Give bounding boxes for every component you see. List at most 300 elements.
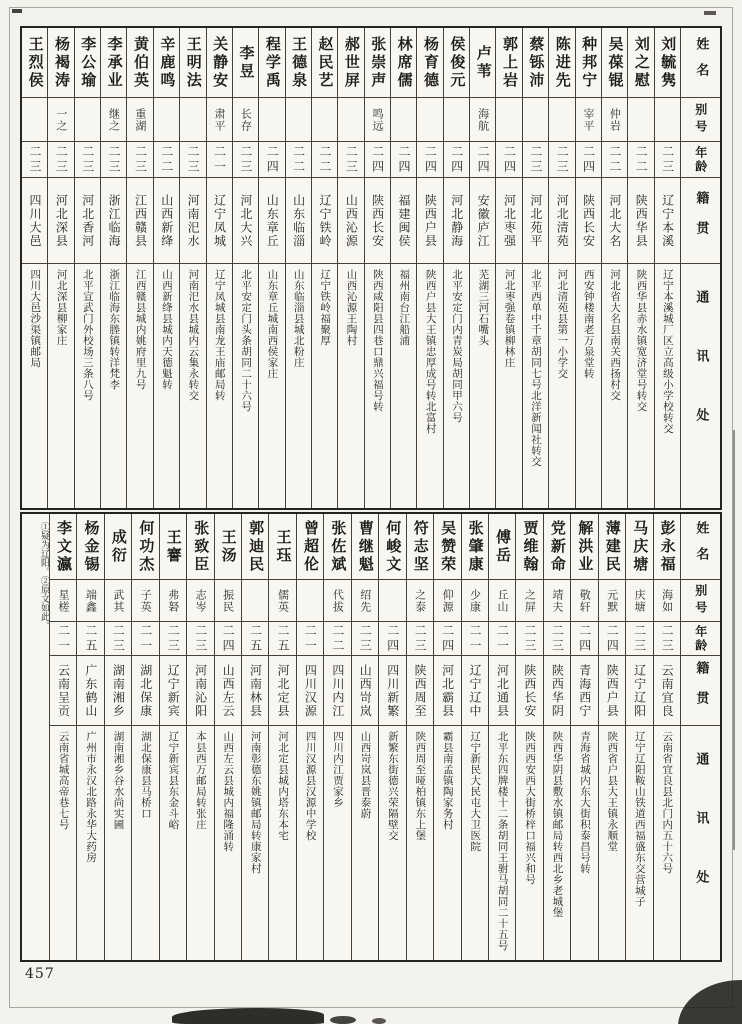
age-cell: 二四 — [576, 142, 601, 178]
age-cell: 二三 — [101, 142, 126, 178]
address-cell: 河南汜水县城内云集永转交 — [187, 269, 200, 401]
address-cell: 陕西西安西大街桥梓口福兴和号 — [524, 731, 537, 885]
age-cell: 二三 — [544, 622, 570, 656]
name-cell: 李昱 — [233, 28, 258, 98]
native-cell: 陕西户县 — [417, 178, 442, 264]
footnote-cell — [22, 514, 49, 960]
age-cell: 二三 — [516, 622, 542, 656]
age-cell: 二三 — [22, 142, 47, 178]
native-cell: 浙江临海 — [101, 178, 126, 264]
header-native: 籍贯 — [681, 178, 720, 264]
age-cell: 二一 — [489, 622, 515, 656]
alias-cell: 志岑 — [187, 580, 213, 622]
name-cell: 王汤 — [215, 514, 241, 580]
alias-cell: 重湖 — [127, 98, 152, 142]
scan-artifact — [678, 980, 742, 1024]
address-cell: 北平安定门头条胡同二十六号 — [240, 269, 253, 412]
address-cell: 北平宣武门外校场三条八号 — [81, 269, 94, 401]
entry-column — [351, 514, 378, 960]
age-cell: 二三 — [48, 142, 73, 178]
address-cell: 山东章丘城南西侯家庄 — [266, 269, 279, 379]
name-cell: 刘之慰 — [628, 28, 653, 98]
address-cell: 四川大邑沙渠镇邮局 — [29, 269, 42, 368]
native-cell: 广东鹤山 — [77, 656, 103, 726]
name-cell: 党新命 — [544, 514, 570, 580]
age-cell: 二四 — [599, 622, 625, 656]
native-cell: 山东临淄 — [286, 178, 311, 264]
header-name: 姓名 — [681, 28, 720, 98]
address-cell: 云南省城高帝巷七号 — [57, 731, 70, 830]
native-cell: 云南呈贡 — [50, 656, 76, 726]
entry-column — [443, 28, 469, 508]
address-cell: 山东临淄县城北粉庄 — [292, 269, 305, 368]
native-cell: 河北苑平 — [523, 178, 548, 264]
entry-column — [406, 514, 433, 960]
name-cell: 杨育德 — [417, 28, 442, 98]
alias-cell — [180, 98, 205, 142]
name-cell: 黄伯英 — [127, 28, 152, 98]
alias-cell — [338, 98, 363, 142]
header-name: 姓名 — [681, 514, 720, 580]
entry-column — [364, 28, 390, 508]
age-cell: 二三 — [160, 622, 186, 656]
scan-artifact — [733, 430, 735, 850]
entry-column — [179, 28, 205, 508]
age-cell: 二三 — [233, 142, 258, 178]
alias-cell: 子英 — [132, 580, 158, 622]
entry-column — [543, 514, 570, 960]
name-cell: 薄建民 — [599, 514, 625, 580]
entry-column — [241, 514, 268, 960]
age-cell: 二四 — [417, 142, 442, 178]
address-cell: 河北省大名县南关西扬村交 — [609, 269, 622, 401]
name-cell: 郭上岩 — [496, 28, 521, 98]
scan-artifact — [12, 9, 22, 13]
header-address: 通讯处 — [693, 290, 709, 467]
alias-cell — [154, 98, 179, 142]
native-cell: 辽宁辽中 — [462, 656, 488, 726]
native-cell: 云南宜良 — [654, 656, 680, 726]
age-cell: 二三 — [523, 142, 548, 178]
alias-cell: 敬轩 — [571, 580, 597, 622]
age-cell: 二三 — [655, 142, 680, 178]
header-native: 籍贯 — [681, 656, 720, 726]
age-cell: 二三 — [549, 142, 574, 178]
entry-column — [214, 514, 241, 960]
name-cell: 吴赞荣 — [434, 514, 460, 580]
age-cell: 二五 — [242, 622, 268, 656]
alias-cell — [655, 98, 680, 142]
name-cell: 王珏 — [269, 514, 295, 580]
age-cell: 二二 — [286, 142, 311, 178]
name-cell: 王烈侯 — [22, 28, 47, 98]
address-cell: 陕西户县大王镇忠厚成号转北富村 — [424, 269, 437, 434]
address-cell: 河北清苑县第一小学交 — [556, 269, 569, 379]
entry-column — [49, 514, 76, 960]
age-cell: 二四 — [444, 142, 469, 178]
scan-artifact — [372, 1018, 386, 1024]
age-cell: 二三 — [187, 622, 213, 656]
native-cell: 四川内江 — [324, 656, 350, 726]
native-cell: 河北通县 — [489, 656, 515, 726]
entry-column — [390, 28, 416, 508]
age-cell: 二一 — [50, 622, 76, 656]
alias-cell: 仲岩 — [602, 98, 627, 142]
alias-cell: 鸣远 — [365, 98, 390, 142]
alias-cell — [549, 98, 574, 142]
entry-column — [416, 28, 442, 508]
entry-column — [47, 28, 73, 508]
alias-cell — [417, 98, 442, 142]
entry-column — [625, 514, 652, 960]
alias-cell: 丘山 — [489, 580, 515, 622]
address-cell: 江西赣县城内姚府里九号 — [134, 269, 147, 390]
entry-column — [515, 514, 542, 960]
name-cell: 贾维翰 — [516, 514, 542, 580]
name-cell: 王謇 — [160, 514, 186, 580]
entry-column — [311, 28, 337, 508]
name-cell: 关静安 — [207, 28, 232, 98]
age-cell: 二四 — [391, 142, 416, 178]
native-cell: 河北定县 — [269, 656, 295, 726]
address-cell: 湖北保康县马桥口 — [139, 731, 152, 819]
entry-column — [104, 514, 131, 960]
address-cell: 浙江临海东塍镇转洋梵李 — [108, 269, 121, 390]
entry-column — [654, 28, 680, 508]
alias-cell: 之屏 — [516, 580, 542, 622]
native-cell: 河北枣强 — [496, 178, 521, 264]
age-cell: 二二 — [312, 142, 337, 178]
name-cell: 卢苇 — [470, 28, 495, 98]
native-cell: 福建闽侯 — [391, 178, 416, 264]
address-cell: 湖南湘乡谷水尚实圃 — [112, 731, 125, 830]
name-cell: 张崇声 — [365, 28, 390, 98]
address-cell: 辽宁凤城县南龙王庙邮局转 — [213, 269, 226, 401]
alias-cell: 弗砮 — [160, 580, 186, 622]
header-column — [680, 514, 720, 960]
entry-column — [548, 28, 574, 508]
header-column — [680, 28, 720, 508]
age-cell: 二一 — [297, 622, 323, 656]
header-address: 通讯处 — [693, 752, 709, 929]
address-cell: 辽宁本溪城厂区立高级小学校转交 — [661, 269, 674, 434]
entry-column — [488, 514, 515, 960]
native-cell: 青海西宁 — [571, 656, 597, 726]
name-cell: 王明法 — [180, 28, 205, 98]
alias-cell: 宰平 — [576, 98, 601, 142]
entry-column — [131, 514, 158, 960]
name-cell: 彭永福 — [654, 514, 680, 580]
name-cell: 侯俊元 — [444, 28, 469, 98]
alias-cell — [297, 580, 323, 622]
entry-column — [469, 28, 495, 508]
native-cell: 陕西长安 — [576, 178, 601, 264]
age-cell: 二五 — [269, 622, 295, 656]
name-cell: 马庆塘 — [626, 514, 652, 580]
footnote: ②原文如此。 — [38, 576, 49, 630]
name-cell: 符志坚 — [407, 514, 433, 580]
address-cell: 广州市永汉北路永华大药房 — [85, 731, 98, 863]
address-cell: 山西新绛县城内天德魁转 — [161, 269, 173, 390]
age-cell: 二二 — [154, 142, 179, 178]
native-cell: 辽宁本溪 — [655, 178, 680, 264]
age-cell: 二四 — [571, 622, 597, 656]
address-cell: 河北枣强卷镇柳林庄 — [503, 269, 516, 368]
address-cell: 北平安定门内青炭局胡同甲六号 — [450, 269, 463, 423]
address-cell: 西安钟楼南老万泉堂转 — [582, 269, 595, 379]
native-cell: 河北静海 — [444, 178, 469, 264]
alias-cell: 之泰 — [407, 580, 433, 622]
native-cell: 辽宁辽阳 — [626, 656, 652, 726]
alias-cell — [628, 98, 653, 142]
entry-column — [598, 514, 625, 960]
native-cell: 辽宁凤城 — [207, 178, 232, 264]
alias-cell: 海航 — [470, 98, 495, 142]
native-cell: 辽宁铁岭 — [312, 178, 337, 264]
name-cell: 傅岳 — [489, 514, 515, 580]
name-cell: 曾超伦 — [297, 514, 323, 580]
name-cell: 种邦宁 — [576, 28, 601, 98]
address-cell: 陕西周至哑柏镇东上堡 — [414, 731, 427, 841]
address-cell: 山西左云县城内福隆涌转 — [222, 731, 235, 852]
name-cell: 何功杰 — [132, 514, 158, 580]
alias-cell: 代拔 — [324, 580, 350, 622]
alias-cell: 振民 — [215, 580, 241, 622]
header-alias: 别号 — [681, 98, 720, 142]
footnote-column — [22, 514, 49, 960]
entry-column — [461, 514, 488, 960]
entry-column — [100, 28, 126, 508]
alias-cell: 海如 — [654, 580, 680, 622]
native-cell: 四川汉源 — [297, 656, 323, 726]
alias-cell — [286, 98, 311, 142]
native-cell: 四川新繁 — [379, 656, 405, 726]
native-cell: 河北香河 — [75, 178, 100, 264]
alias-cell: 庆塘 — [626, 580, 652, 622]
name-cell: 辛鹿鸣 — [154, 28, 179, 98]
scan-artifact — [330, 1016, 356, 1024]
alias-cell — [391, 98, 416, 142]
entry-column — [126, 28, 152, 508]
name-cell: 蔡铄沛 — [523, 28, 548, 98]
entry-column — [296, 514, 323, 960]
address-cell: 云南省宜良县北门内五十六号 — [661, 731, 674, 874]
name-cell: 杨褐涛 — [48, 28, 73, 98]
age-cell: 二二 — [628, 142, 653, 178]
age-cell: 二三 — [352, 622, 378, 656]
entry-column — [285, 28, 311, 508]
entry-column — [153, 28, 179, 508]
alias-cell: 肃平 — [207, 98, 232, 142]
native-cell: 陕西华县 — [628, 178, 653, 264]
age-cell: 二四 — [259, 142, 284, 178]
scan-artifact — [704, 11, 716, 15]
age-cell: 二三 — [654, 622, 680, 656]
age-cell: 二一 — [207, 142, 232, 178]
address-cell: 河南彰德东姚镇邮局转康家村 — [249, 731, 262, 874]
entry-column — [258, 28, 284, 508]
address-cell: 四川内江贾家乡 — [332, 731, 345, 808]
name-cell: 何峻文 — [379, 514, 405, 580]
native-cell: 安徽庐江 — [470, 178, 495, 264]
name-cell: 张佐斌 — [324, 514, 350, 580]
address-cell: 本县西万邮局转张庄 — [194, 731, 207, 830]
alias-cell: 长存 — [233, 98, 258, 142]
entry-column — [601, 28, 627, 508]
entry-column — [232, 28, 258, 508]
alias-cell: 元默 — [599, 580, 625, 622]
age-cell: 二四 — [496, 142, 521, 178]
age-cell: 二一 — [132, 622, 158, 656]
native-cell: 山西新绛 — [154, 178, 179, 264]
header-age: 年龄 — [681, 622, 720, 656]
entry-column — [323, 514, 350, 960]
native-cell: 河北深县 — [48, 178, 73, 264]
alias-cell: 星槎 — [50, 580, 76, 622]
address-cell: 陕西咸阳县四巷口鼎兴福号转 — [371, 269, 384, 412]
name-cell: 郝世屏 — [338, 28, 363, 98]
entry-column — [76, 514, 103, 960]
address-cell: 山西岢岚县晋泰蔚 — [359, 731, 372, 819]
address-cell: 河北深县柳家庄 — [55, 269, 68, 346]
age-cell: 二一 — [462, 622, 488, 656]
native-cell: 陕西华阴 — [544, 656, 570, 726]
name-cell: 成衍 — [105, 514, 131, 580]
alias-cell — [444, 98, 469, 142]
entry-column — [653, 514, 680, 960]
name-cell: 曹继魁 — [352, 514, 378, 580]
entry-column — [74, 28, 100, 508]
name-cell: 解洪业 — [571, 514, 597, 580]
address-cell: 青海省城内东大街积泰昌号转 — [578, 731, 591, 874]
age-cell: 二三 — [105, 622, 131, 656]
header-alias: 别号 — [681, 580, 720, 622]
directory-table-top — [20, 26, 722, 510]
age-cell: 二四 — [379, 622, 405, 656]
name-cell: 程学禹 — [259, 28, 284, 98]
address-cell: 新繁东街德兴荣隔壁交 — [386, 731, 399, 841]
entry-column — [186, 514, 213, 960]
name-cell: 林席儒 — [391, 28, 416, 98]
address-cell: 山西沁源王陶村 — [345, 269, 358, 346]
age-cell: 二五 — [77, 622, 103, 656]
address-cell: 陕西华县赤水镇宽济堂号转交 — [635, 269, 648, 412]
entry-column — [378, 514, 405, 960]
scan-artifact — [172, 1008, 324, 1024]
native-cell: 湖北保康 — [132, 656, 158, 726]
native-cell: 陕西长安 — [365, 178, 390, 264]
native-cell: 河北清苑 — [549, 178, 574, 264]
native-cell: 陕西长安 — [516, 656, 542, 726]
address-cell: 芜湖三河石嘴头 — [477, 269, 490, 346]
age-cell: 二四 — [365, 142, 390, 178]
entry-column — [570, 514, 597, 960]
native-cell: 陕西周至 — [407, 656, 433, 726]
alias-cell: 儒英 — [269, 580, 295, 622]
alias-cell — [75, 98, 100, 142]
alias-cell — [259, 98, 284, 142]
name-cell: 李承业 — [101, 28, 126, 98]
address-cell: 辽宁新宾县东金斗峪 — [167, 731, 180, 830]
address-cell: 四川汉源县汉源中学校 — [304, 731, 317, 841]
entry-column — [159, 514, 186, 960]
address-cell: 陕西华阴县敷水镇邮局转西北乡老城堡 — [551, 731, 564, 918]
name-cell: 吴葆锟 — [602, 28, 627, 98]
footnote: ①疑为辽阳。 — [38, 522, 49, 576]
name-cell: 王德泉 — [286, 28, 311, 98]
age-cell: 二三 — [180, 142, 205, 178]
entry-column — [268, 514, 295, 960]
alias-cell — [312, 98, 337, 142]
address-cell: 霸县南孟镇陶家务村 — [441, 731, 454, 830]
native-cell: 山西沁源 — [338, 178, 363, 264]
address-cell: 陕西省户县大王镇永顺堂 — [606, 731, 619, 852]
native-cell: 辽宁新宾 — [160, 656, 186, 726]
address-cell: 辽宁辽阳鞍山铁道西福盛东交营城子 — [633, 731, 646, 907]
alias-cell — [22, 98, 47, 142]
alias-cell: 一之 — [48, 98, 73, 142]
name-cell: 赵民艺 — [312, 28, 337, 98]
entry-column — [627, 28, 653, 508]
alias-cell: 绍先 — [352, 580, 378, 622]
native-cell: 河北大名 — [602, 178, 627, 264]
entry-column — [575, 28, 601, 508]
name-cell: 李公瑜 — [75, 28, 100, 98]
name-cell: 陈进先 — [549, 28, 574, 98]
address-cell: 辽宁铁岭福聚厚 — [319, 269, 332, 346]
entry-column — [433, 514, 460, 960]
native-cell: 河南汜水 — [180, 178, 205, 264]
age-cell: 二三 — [338, 142, 363, 178]
alias-cell — [242, 580, 268, 622]
native-cell: 四川大邑 — [22, 178, 47, 264]
native-cell: 河北大兴 — [233, 178, 258, 264]
address-cell: 福州南台江船浦 — [398, 269, 411, 346]
entry-column — [337, 28, 363, 508]
age-cell: 二三 — [626, 622, 652, 656]
name-cell: 郭迪民 — [242, 514, 268, 580]
native-cell: 山西左云 — [215, 656, 241, 726]
page-number: 457 — [25, 966, 55, 982]
native-cell: 山西岢岚 — [352, 656, 378, 726]
native-cell: 河北霸县 — [434, 656, 460, 726]
name-cell: 张肇康 — [462, 514, 488, 580]
native-cell: 湖南湘乡 — [105, 656, 131, 726]
directory-table-bottom — [20, 512, 722, 962]
entry-column — [522, 28, 548, 508]
entry-column — [206, 28, 232, 508]
address-cell: 北平东四牌楼十二条胡同王驸马胡同二十五号 — [496, 731, 509, 951]
native-cell: 山东章丘 — [259, 178, 284, 264]
alias-cell: 武其 — [105, 580, 131, 622]
entry-column — [495, 28, 521, 508]
address-cell: 河北定县城内塔东本宅 — [277, 731, 290, 841]
alias-cell: 继之 — [101, 98, 126, 142]
alias-cell: 少康 — [462, 580, 488, 622]
address-cell: 北平西单中千章胡同七号北洋新闻社转交 — [530, 269, 543, 467]
native-cell: 江西赣县 — [127, 178, 152, 264]
name-cell: 杨金锡 — [77, 514, 103, 580]
age-cell: 二四 — [434, 622, 460, 656]
name-cell: 刘毓隽 — [655, 28, 680, 98]
alias-cell — [379, 580, 405, 622]
alias-cell: 端鑫 — [77, 580, 103, 622]
age-cell: 二二 — [602, 142, 627, 178]
age-cell: 二三 — [127, 142, 152, 178]
age-cell: 二三 — [75, 142, 100, 178]
age-cell: 二四 — [470, 142, 495, 178]
age-cell: 二二 — [324, 622, 350, 656]
